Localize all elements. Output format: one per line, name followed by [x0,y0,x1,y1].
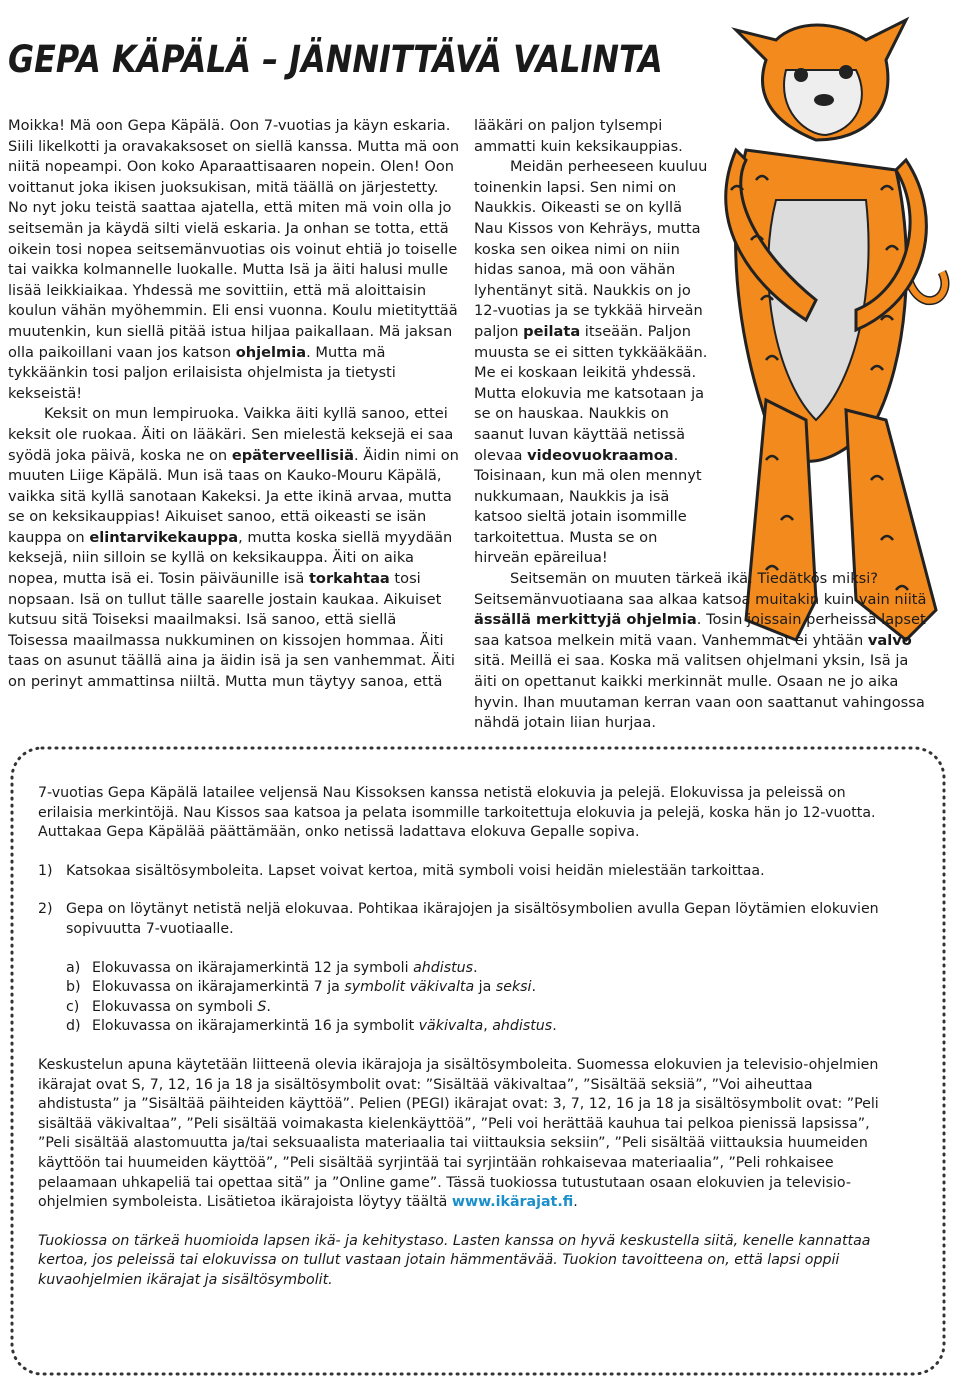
teacher-note: Tuokiossa on tärkeä huomioida lapsen ikä- ja kehitystaso. Lasten kanssa on hyvä keskustella siitä, kenelle kannattaa kertoa, jos peleissä tai elokuvissa on tullut vastaan jotain hämmentävää. Tuokion tavoitteena on, että lapsi oppii kuvaohjelmien ikärajat ja sisältösymbolit. [38,1232,871,1288]
movie-list [38,959,898,1037]
question-2: 2) Gepa on löytänyt netistä neljä elokuvaa. Pohtikaa ikärajojen ja sisältösymbolien avulla Gepan löytämien elokuvien sopivuutta 7-vuotiaalle. [38,901,879,937]
list-item: d) Elokuvassa on ikärajamerkintä 16 ja symbolit väkivalta, ahdistus. [66,1018,557,1035]
activity-intro: 7-vuotias Gepa Käpälä latailee veljensä Nau Kissoksen kanssa netistä elokuvia ja pelejä. Elokuvissa ja peleissä on erilaisia merkintöjä. Nau Kissos saa katsoa ja pelata isommille tarkoitettuja elokuvia ja pelejä, koska hän jo 12-vuotta. Auttakaa Gepa Käpälää päättämään, onko netissä ladattava elokuva Gepalle sopiva. [38,785,876,841]
list-item: c) Elokuvassa on symboli S. [66,998,271,1015]
info-paragraph: Keskustelun apuna käytetään liitteenä olevia ikärajoja ja sisältösymboleita. Suomessa elokuvien ja televisio-ohjelmien ikärajat ovat S, 7, 12, 16 ja 18 ja sisältösymbolit ovat: ”Sisältää väkivaltaa”, ”Sisältää seksiä”, ”Voi aiheuttaa ahdistusta” ja ”Sisältää päihteiden käyttöä”. Pelien (PEGI) ikärajat ovat: 3, 7, 12, 16 ja 18 ja sisältösymbolit ovat: ”Peli sisältää väkivaltaa”, ”Peli sisältää voimakasta kielenkäyttöä”, ”Peli voi herättää kauhua tai pelkoa pienissä lapsissa”, ”Peli sisältää alastomuutta ja/tai seksuaalista materiaalia tai viittauksia seksiin”, ”Peli sisältää viittauksia huumeiden käyttöön tai huumeiden käyttöä”, ”Peli sisältää syrjintää tai syrjintään rohkaisevaa materiaalia”, ”Peli rohkaisee pelaamaan uhkapeliä tai opettaa sitä” ja ”Online game”. Tässä tuokiossa tutustutaan osaan elokuvien ja televisio-ohjelmien symboleista. Lisätietoa ikärajoista löytyy täältä www.ikärajat.fi. [38,1056,879,1211]
naukkis-paragraph: Meidän perheeseen kuuluu toinenkin lapsi. Sen nimi on Naukkis. Oikeasti se on kyllä Nau Kissos von Kehräys, mutta koska sen oikea nimi on niin hidas sanoa, mä oon vähän lyhentänyt sitä. Naukkis on jo 12-vuotias ja se tykkää hirveän paljon peilata itseään. Paljon muusta se ei sitten tykkääkään. Me ei koskaan leikitä yhdessä. Mutta elokuvia me katsotaan ja se on hauskaa. Naukkis on saanut luvan käyttää netissä olevaa videovuokraamoa. Toisinaan, kun mä olen mennyt nukkumaan, Naukkis ja isä katsoo sieltä jotain isommille tarkoitettua. Musta se on hirveän epäreilua! [474,158,708,567]
ikarajat-link[interactable]: www.ikärajat.fi [451,1194,574,1211]
activity-box [8,744,948,1378]
page-title: GEPA KÄPÄLÄ – JÄNNITTÄVÄ VALINTA [8,38,663,81]
age-seven-paragraph: Seitsemän on muuten tärkeä ikä. Tiedätkös miksi? Seitsemänvuotiaana saa alkaa katsoa muitakin kuin vain niitä ässällä merkittyjä ohjelmia. Tosin joissain perheissä lapset saa katsoa melkein mitä vaan. Vanhemmat ei yhtään valvo sitä. Meillä ei saa. Koska mä valitsen ohjelmani yksin, Isä ja äiti on opettanut kaikki merkinnät mulle. Osaan ne jo aika hyvin. Ihan muutaman kerran vaan oon saattanut vahingossa nähdä jotain liian hurjaa. [474,570,927,732]
question-1: 1) Katsokaa sisältösymboleita. Lapset voivat kertoa, mitä symboli voisi heidän mielestään tarkoittaa. [38,862,765,879]
intro-paragraph: Moikka! Mä oon Gepa Käpälä. Oon 7-vuotias ja käyn eskaria. Siili likelkotti ja oravakaksoset on siellä kanssa. Mutta mä oon niitä nopeampi. Oon koko Aparaattisaaren nopein. Olen! Oon voittanut joka ikisen juoksukisan, mitä täällä on järjestetty. No nyt joku teistä saattaa ajatella, että miten mä voin olla jo seitsemän ja käydä silti vielä eskaria. Ja onhan se totta, että oikein tosi nopea seitsemänvuotias ois voinut ehtiä jo toiselle tai vaikka kolmannelle luokalle. Mutta Isä ja äiti halusi mulle lisää leikkiaikaa. Yhdessä me sovittiin, että mä aloittaisin koulun vähän myöhemmin. Eli ensi vuonna. Koulu mietityttää muutenkin, kun siellä pitää istua hiljaa paikallaan. Mä jaksan olla paikoillani vaan jos katson ohjelmia. Mutta mä tykkäänkin tosi paljon erilaisista ohjelmista ja tietysti kekseistä! [8,117,460,402]
right-column [474,116,934,734]
cookies-paragraph: Keksit on mun lempiruoka. Vaikka äiti kyllä sanoo, ettei keksit ole ruokaa. Äiti on lääkäri. Sen mielestä keksejä ei saa syödä joka päivä, koska ne on epäterveellisiä. Äidin nimi on muuten Liige Käpälä. Mun isä taas on Kauko-Mouru Käpälä, vaikka sitä kyllä sanotaan Kakeksi. Ja ette ikinä arvaa, mutta se on keksikauppias! Aikuiset sanoo, että oikeasti se isän kauppa on elintarvikekauppa, mutta koska siellä myydään keksejä, niin silloin se kyllä on keksikauppa. Äiti on aika nopea, mutta isä ei. Tosin päiväunille isä torkahtaa tosi nopsaan. Isä on tullut tälle saarelle jostain kaukaa. Aikuiset kutsuu sitä Toiseksi maailmaksi. Isä sanoo, että siellä Toisessa maailmassa nukkuminen on kissojen hommaa. Äiti taas on asunut täällä aina ja äidin isä ja sen vanhemmat. Äiti on perinyt ammattinsa niiltä. Mutta mun täytyy sanoa, että [8,405,459,691]
doctor-paragraph: lääkäri on paljon tylsempi ammatti kuin keksikauppias. [474,117,683,155]
left-column [8,116,460,693]
list-item: a) Elokuvassa on ikärajamerkintä 12 ja symboli ahdistus. [66,959,478,976]
list-item: b) Elokuvassa on ikärajamerkintä 7 ja symbolit väkivalta ja seksi. [66,979,537,996]
